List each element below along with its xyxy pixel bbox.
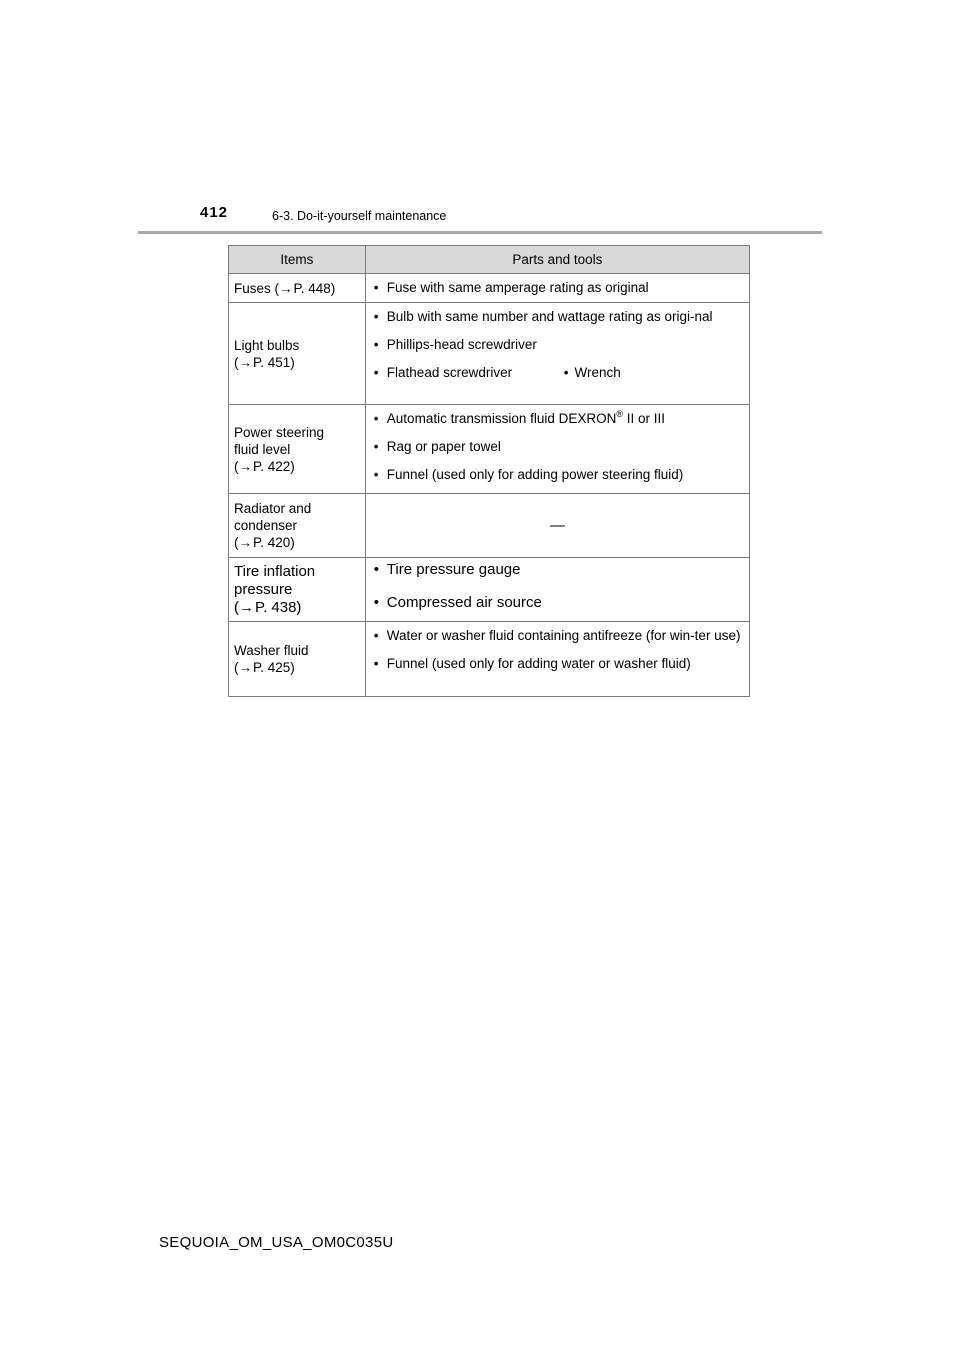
page-reference[interactable]: P. 420) [253,535,295,550]
item-cell-tire-inflation [229,558,366,622]
item-label: Light bulbs [234,337,300,353]
list-item [372,364,741,381]
part-text: Compressed air source [386,594,542,611]
bullet-icon: • [373,309,379,324]
document-code: SEQUOIA_OM_USA_OM0C035U [159,1234,394,1251]
item-label: Fuses ( [234,280,280,296]
parts-cell-power-steering [365,405,749,494]
page-header [138,204,822,236]
bullet-icon: • [563,365,569,380]
item-cell-washer-fluid [229,622,366,697]
list-item [372,627,741,644]
item-cell-light-bulbs [229,303,366,405]
part-text: Flathead screwdriver [386,365,513,380]
part-text: II or III [623,411,666,426]
page-reference[interactable]: P. 422) [253,458,295,474]
list-item [372,466,741,483]
part-text: Wrench [574,365,621,380]
page-reference[interactable]: P. 448) [293,280,336,296]
bullet-icon: • [373,365,379,380]
item-label: Radiator and [234,501,312,516]
list-item [372,336,741,353]
registered-mark: ® [616,409,624,419]
item-label: condenser [234,518,298,533]
open-paren: ( [234,354,239,370]
bullet-icon: • [373,656,379,671]
no-parts-dash: — [549,517,565,534]
part-text: Water or washer fluid containing antifreeze (for win-ter use) [386,628,741,643]
parts-cell-washer-fluid [365,622,749,697]
list-item [372,308,741,325]
table-row [229,558,750,622]
arrow-icon: → [238,354,252,370]
part-text: Phillips-head screwdriver [386,337,537,352]
list-item [372,279,741,296]
bullet-icon: • [373,628,379,643]
table-row [229,494,750,558]
list-item [372,438,741,455]
header-rule [138,231,822,234]
table-row [229,622,750,697]
column-header-items: Items [229,246,366,274]
part-text: Tire pressure gauge [386,561,521,578]
parts-cell-light-bulbs [365,303,749,405]
arrow-icon: → [239,598,254,616]
bullet-icon: • [373,467,379,482]
parts-cell-radiator [365,494,749,558]
table-row [229,405,750,494]
maintenance-table [228,245,750,697]
page-reference[interactable]: P. 451) [253,354,295,370]
part-text: Rag or paper towel [386,439,501,454]
parts-cell-fuses [365,274,749,303]
bullet-icon: • [373,594,380,611]
item-label: Washer fluid [234,643,309,658]
list-item [372,655,741,672]
list-item [372,594,741,612]
item-label: fluid level [234,441,291,457]
table-row [229,303,750,405]
table-row [229,274,750,303]
item-label: pressure [234,580,293,598]
parts-cell-tire-inflation [365,558,749,622]
part-text: Funnel (used only for adding power steering fluid) [386,467,684,482]
bullet-icon: • [373,561,380,578]
item-cell-power-steering [229,405,366,494]
open-paren: ( [234,660,239,675]
page-reference[interactable]: P. 425) [253,660,295,675]
bullet-icon: • [373,280,379,295]
list-item [372,410,741,427]
item-label: Power steering [234,424,325,440]
item-cell-radiator [229,494,366,558]
arrow-icon: → [279,280,293,296]
bullet-icon: • [373,411,379,426]
page-number: 412 [200,204,229,221]
list-item [372,561,741,579]
bullet-icon: • [373,337,379,352]
arrow-icon: → [238,660,252,675]
arrow-icon: → [238,458,252,474]
part-text: Automatic transmission fluid DEXRON [386,411,617,426]
bullet-icon: • [373,439,379,454]
open-paren: ( [234,458,239,474]
item-label: Tire inflation [234,562,316,580]
section-title: 6-3. Do-it-yourself maintenance [272,209,447,223]
open-paren: ( [234,598,239,616]
part-text: Bulb with same number and wattage rating as origi-nal [386,309,713,324]
open-paren: ( [234,535,239,550]
page-reference[interactable]: P. 438) [255,598,302,616]
item-cell-fuses [229,274,366,303]
table-header-row [229,246,750,274]
column-header-parts: Parts and tools [365,246,749,274]
part-text: Fuse with same amperage rating as original [386,280,649,295]
part-text: Funnel (used only for adding water or washer fluid) [386,656,691,671]
arrow-icon: → [238,535,252,550]
